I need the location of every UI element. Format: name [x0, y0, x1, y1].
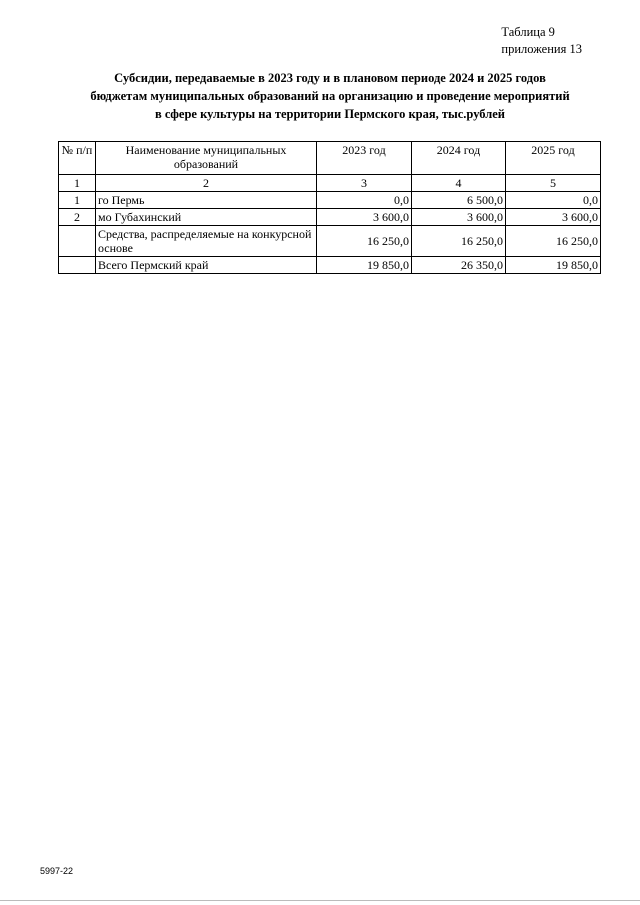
value-2025: 16 250,0: [506, 226, 601, 257]
value-2025: 3 600,0: [506, 209, 601, 226]
table-reference: [501, 24, 582, 58]
row-number: [59, 226, 96, 257]
row-name: Средства, распределяемые на конкурсной основе: [96, 226, 317, 257]
table-row: [59, 192, 601, 209]
subsidies-table: [58, 141, 601, 274]
document-code: 5997-22: [40, 866, 74, 876]
page-bottom-divider: [0, 900, 640, 901]
row-number: 1: [59, 192, 96, 209]
column-number-row: [59, 175, 601, 192]
value-2023: 16 250,0: [317, 226, 412, 257]
title-line-1: Субсидии, передаваемые в 2023 году и в плановом периоде 2024 и 2025 годов: [114, 71, 546, 85]
value-2023: 19 850,0: [317, 257, 412, 274]
value-2023: 3 600,0: [317, 209, 412, 226]
value-2025: 0,0: [506, 192, 601, 209]
row-number: 2: [59, 209, 96, 226]
table-header-row: [59, 142, 601, 175]
header-name: Наименование муниципальных образований: [96, 142, 317, 175]
column-number: 2: [96, 175, 317, 192]
table-number-label: Таблица 9: [501, 25, 555, 39]
title-line-3: в сфере культуры на территории Пермского края, тыс.рублей: [154, 107, 506, 121]
table-row: [59, 226, 601, 257]
column-number: 5: [506, 175, 601, 192]
title-line-2: бюджетам муниципальных образований на организацию и проведение мероприятий: [90, 89, 570, 103]
value-2024: 16 250,0: [412, 226, 506, 257]
column-number: 3: [317, 175, 412, 192]
header-2025: 2025 год: [506, 142, 601, 175]
column-number: 1: [59, 175, 96, 192]
value-2023: 0,0: [317, 192, 412, 209]
value-2025: 19 850,0: [506, 257, 601, 274]
document-title: [60, 69, 600, 123]
table-row: [59, 209, 601, 226]
header-2023: 2023 год: [317, 142, 412, 175]
value-2024: 6 500,0: [412, 192, 506, 209]
value-2024: 3 600,0: [412, 209, 506, 226]
row-name: мо Губахинский: [96, 209, 317, 226]
column-number: 4: [412, 175, 506, 192]
header-number: № п/п: [59, 142, 96, 175]
row-name: Всего Пермский край: [96, 257, 317, 274]
value-2024: 26 350,0: [412, 257, 506, 274]
header-2024: 2024 год: [412, 142, 506, 175]
row-name: го Пермь: [96, 192, 317, 209]
appendix-label: приложения 13: [501, 42, 582, 56]
table-total-row: [59, 257, 601, 274]
row-number: [59, 257, 96, 274]
